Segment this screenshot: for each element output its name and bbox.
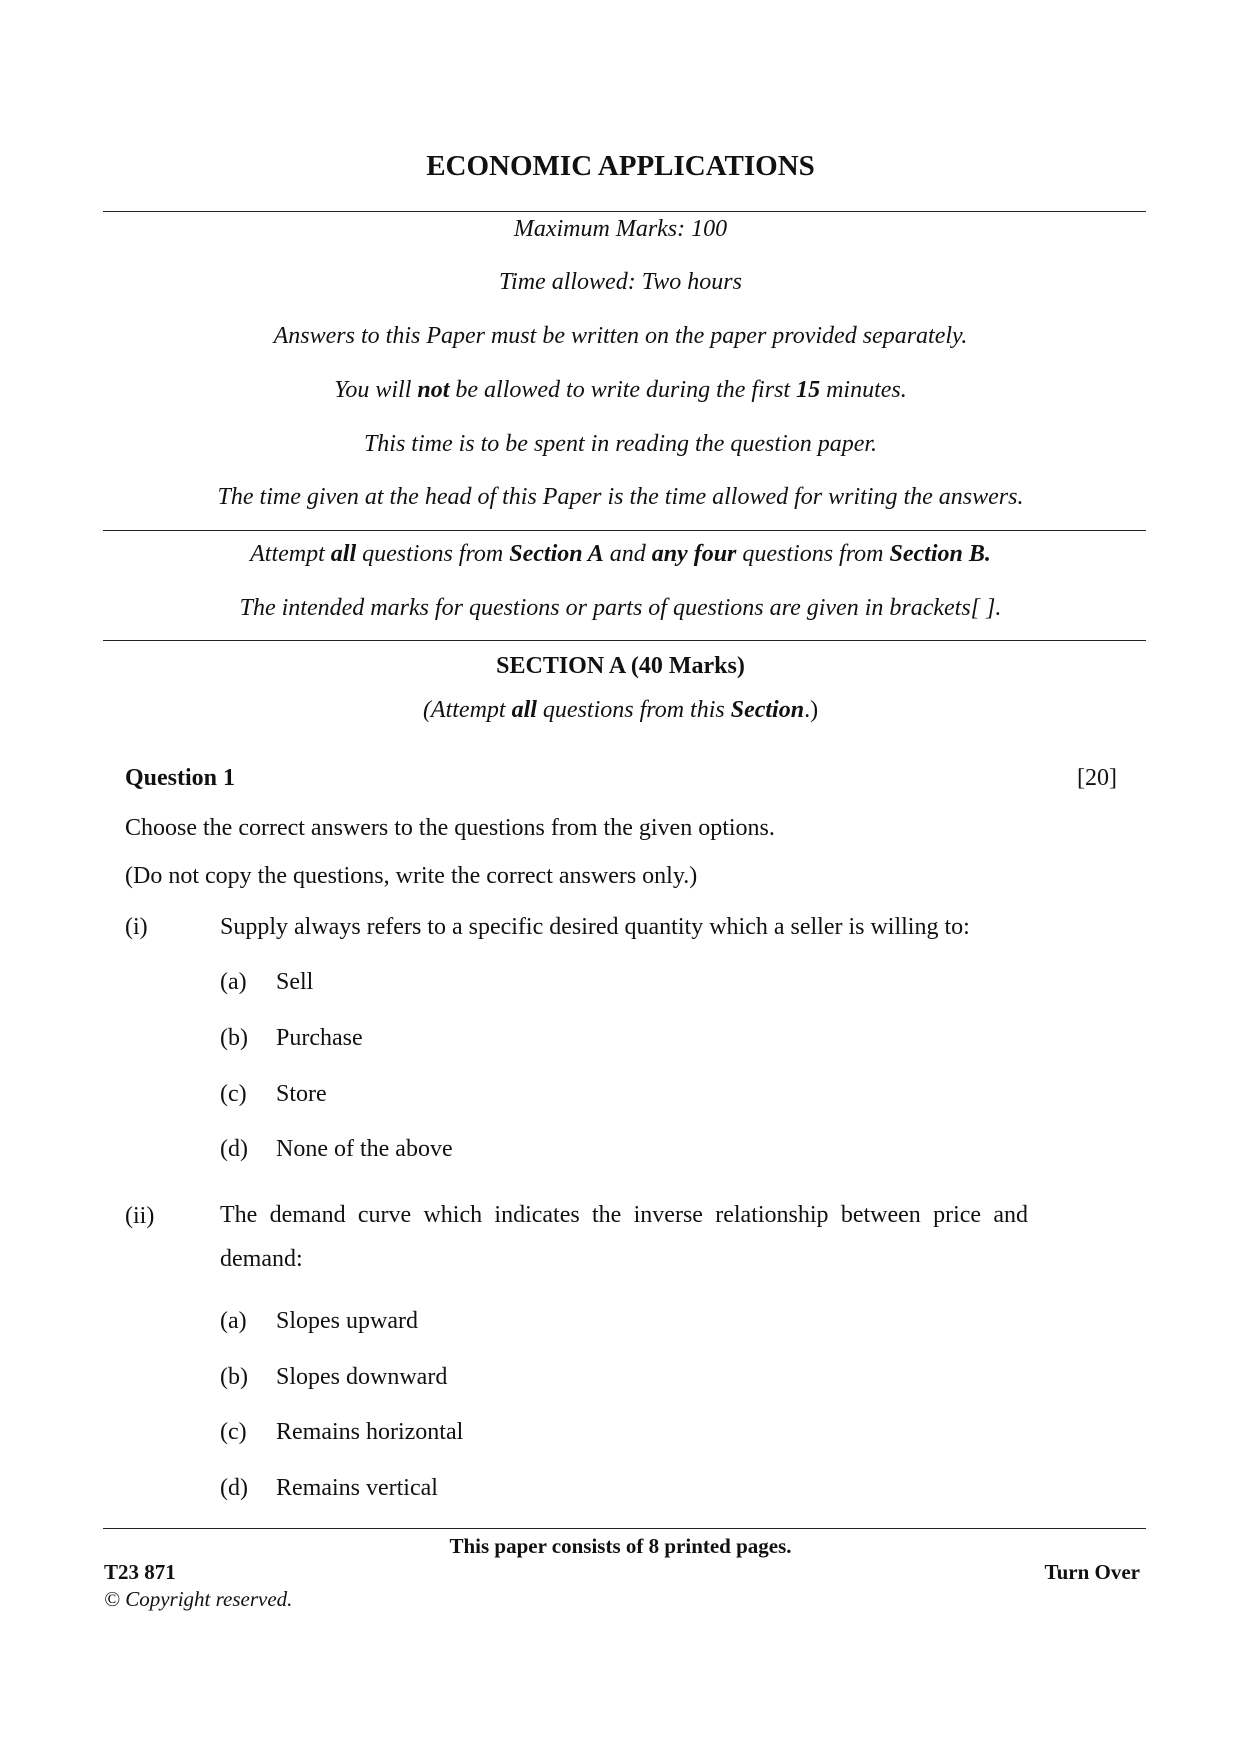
option-label: (b) [220, 1364, 248, 1390]
section-a-subheading: (Attempt all questions from this Section.) [422, 697, 819, 723]
marks-note: The intended marks for questions or parts of questions are given in brackets[ ]. [239, 595, 1002, 621]
reading-time-note: This time is to be spent in reading the question paper. [363, 431, 878, 457]
part-text: Supply always refers to a specific desired quantity which a seller is willing to: [220, 914, 970, 940]
part-number: (i) [125, 914, 148, 940]
time-head-note: The time given at the head of this Paper is the time allowed for writing the answers. [217, 484, 1024, 510]
writing-restriction: You will not be allowed to write during the first 15 minutes. [334, 377, 907, 403]
instructions-divider [103, 530, 1146, 531]
question-label: Question 1 [125, 765, 236, 791]
footer-divider [103, 1528, 1146, 1529]
option-label: (c) [220, 1419, 247, 1445]
part-number: (ii) [125, 1203, 155, 1229]
option-text: Sell [276, 969, 314, 995]
question-intro: Choose the correct answers to the questions from the given options. [125, 815, 775, 841]
option-text: Purchase [276, 1025, 363, 1051]
paper-code: T23 871 [104, 1560, 176, 1584]
time-allowed: Time allowed: Two hours [499, 269, 742, 295]
option-label: (a) [220, 969, 247, 995]
top-divider [103, 211, 1146, 212]
question-note: (Do not copy the questions, write the correct answers only.) [125, 863, 698, 889]
option-label: (d) [220, 1136, 248, 1162]
option-label: (a) [220, 1308, 247, 1334]
option-text: Remains vertical [276, 1475, 438, 1501]
option-text: Slopes downward [276, 1364, 448, 1390]
attempt-note: Attempt all questions from Section A and any four questions from Section B. [250, 541, 991, 567]
turn-over: Turn Over [1044, 1560, 1140, 1584]
option-label: (d) [220, 1475, 248, 1501]
option-text: Remains horizontal [276, 1419, 464, 1445]
option-label: (c) [220, 1081, 247, 1107]
page-title: ECONOMIC APPLICATIONS [426, 150, 815, 182]
answers-note: Answers to this Paper must be written on the paper provided separately. [273, 323, 968, 349]
copyright: © Copyright reserved. [104, 1587, 293, 1611]
option-label: (b) [220, 1025, 248, 1051]
section-divider [103, 640, 1146, 641]
question-marks: [20] [1077, 765, 1117, 791]
option-text: Store [276, 1081, 327, 1107]
section-a-heading: SECTION A (40 Marks) [496, 653, 745, 679]
option-text: Slopes upward [276, 1308, 418, 1334]
page-count: This paper consists of 8 printed pages. [449, 1534, 792, 1558]
max-marks: Maximum Marks: 100 [513, 216, 728, 242]
option-text: None of the above [276, 1136, 453, 1162]
part-text: The demand curve which indicates the inverse relationship between price and demand: [220, 1202, 1028, 1272]
